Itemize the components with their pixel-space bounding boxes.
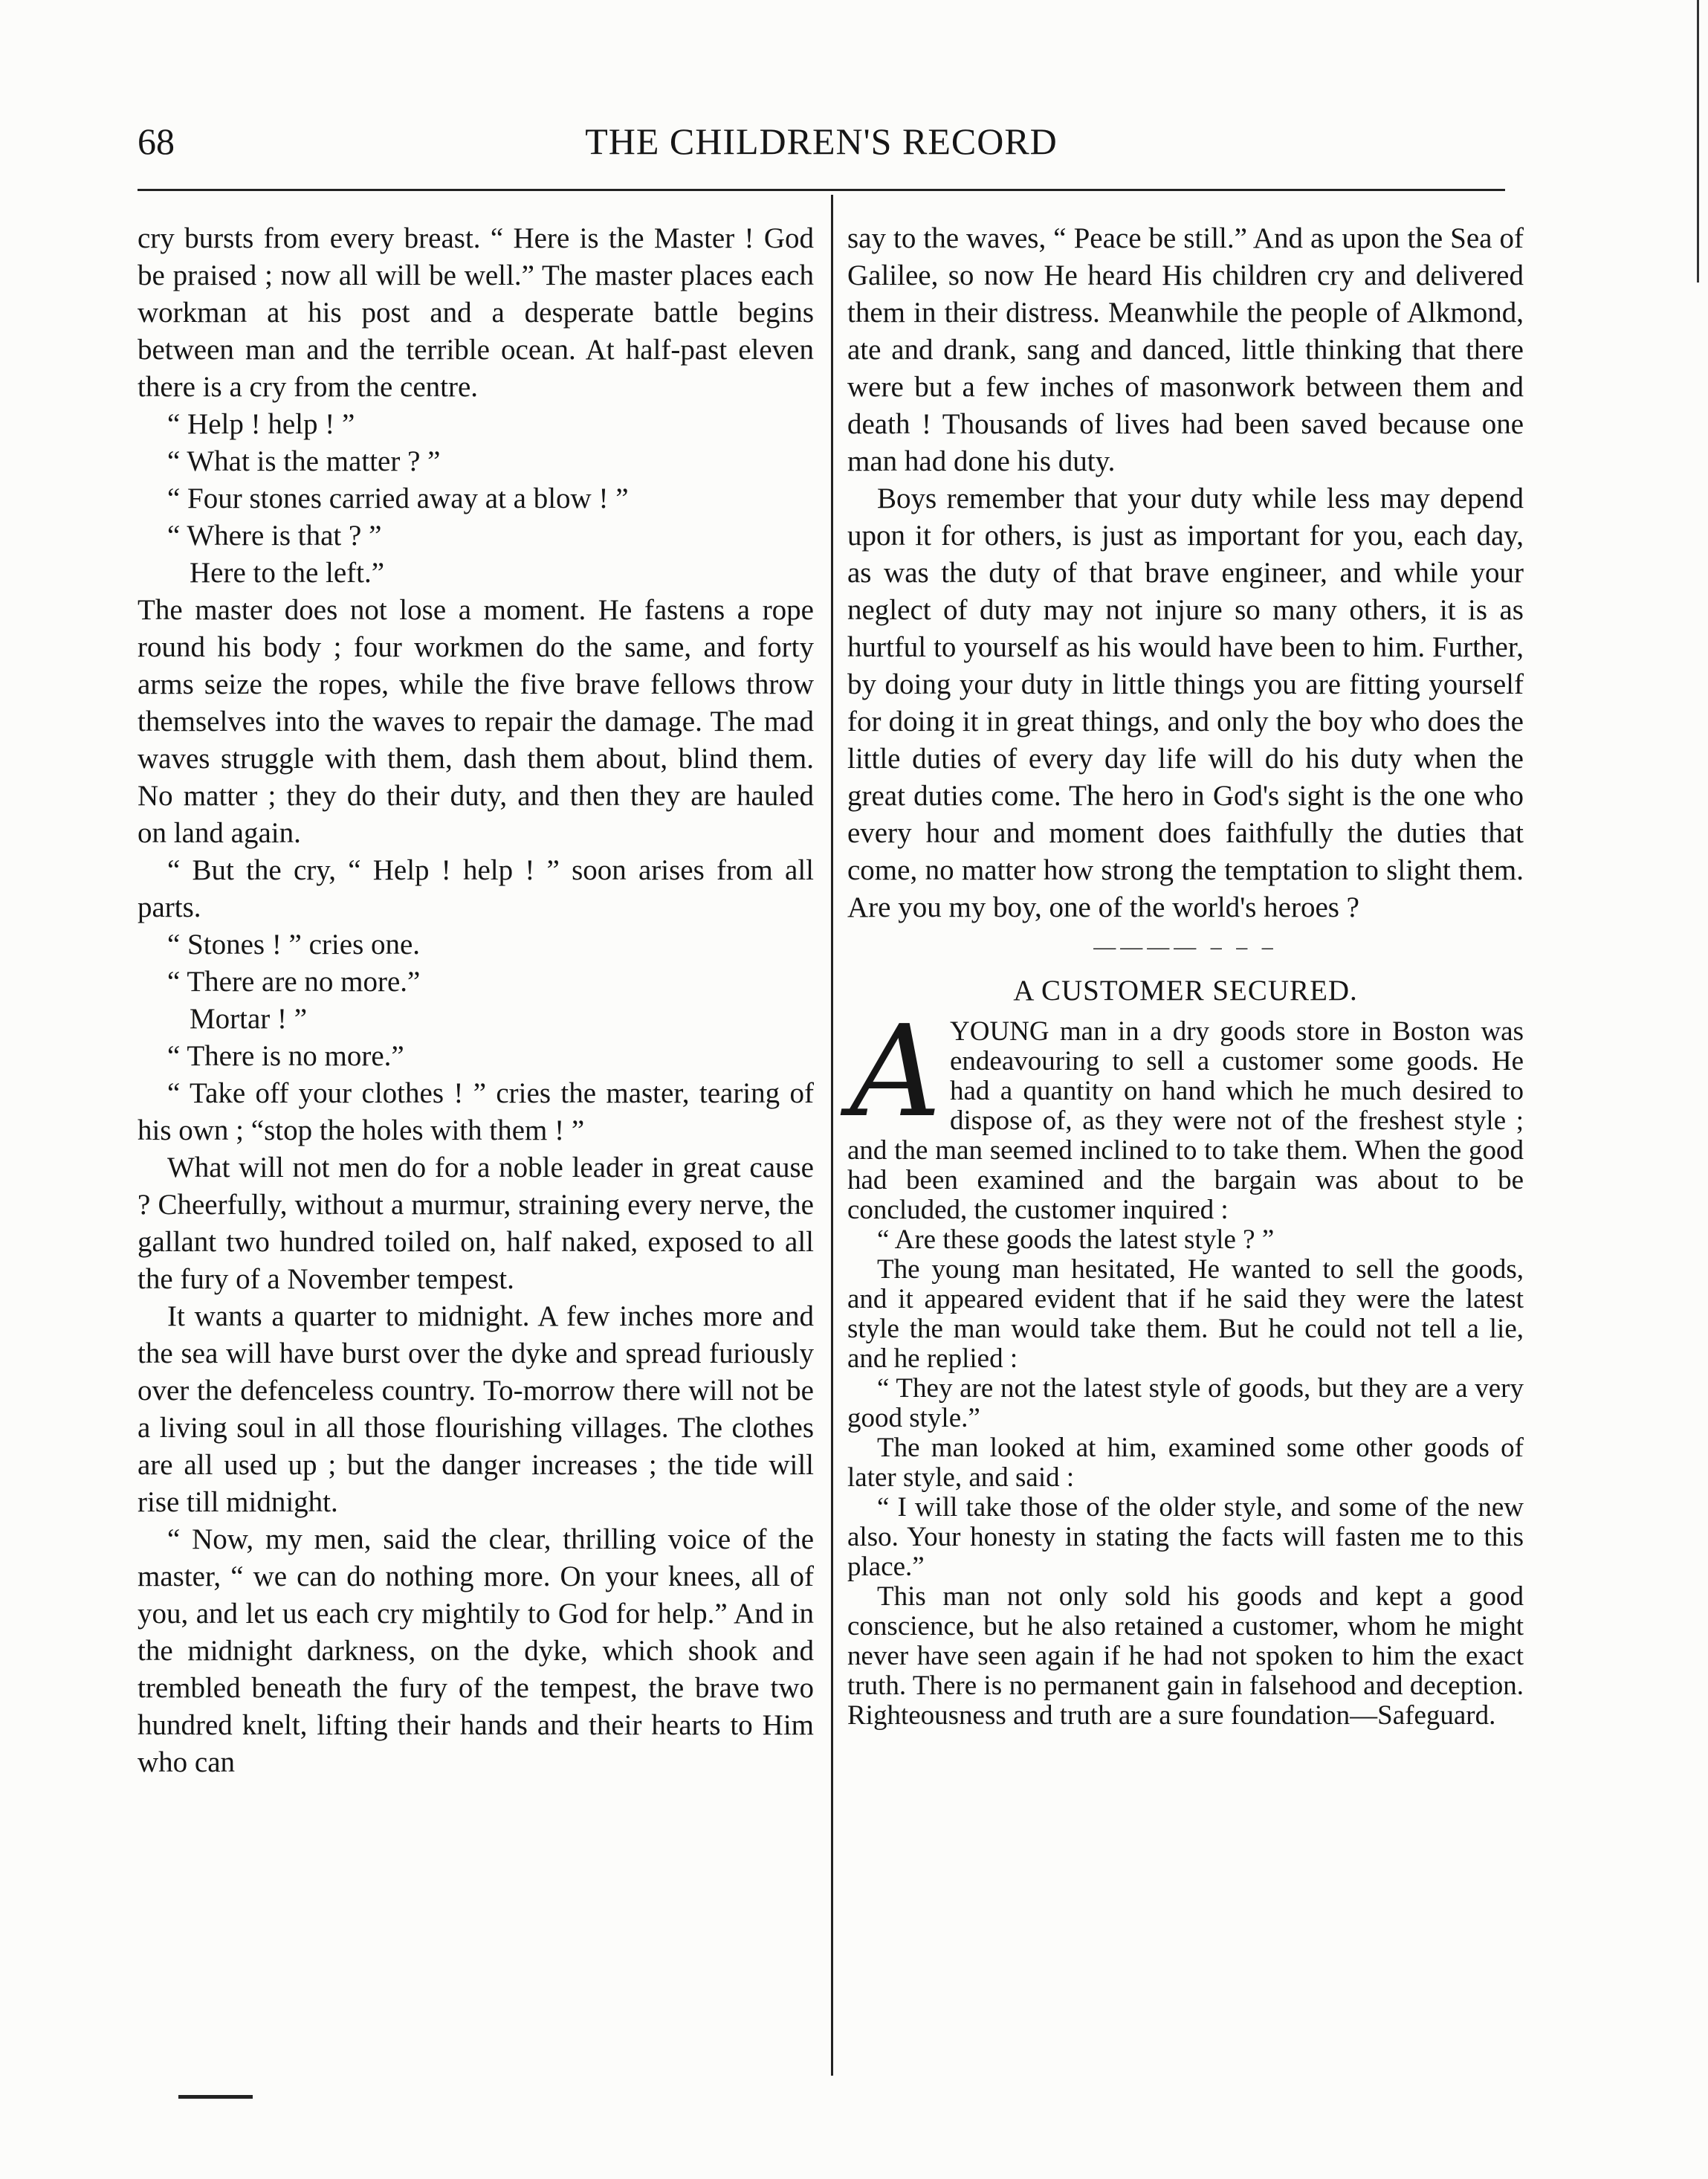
paragraph: “ Are these goods the latest style ? ” bbox=[877, 1224, 1275, 1255]
header-rule bbox=[138, 189, 1505, 191]
footer-mark bbox=[178, 2095, 253, 2099]
paragraph: “ I will take those of the older style, and some of the new also. Your honesty in stating the facts will fasten me to this place.” bbox=[847, 1492, 1524, 1582]
paragraph: “ Take off your clothes ! ” cries the master, tearing of his own ; “stop the holes with them ! ” bbox=[138, 1077, 814, 1146]
drop-cap: A bbox=[850, 998, 942, 1146]
paragraph: What will not men do for a noble leader in great cause ? Cheerfully, without a murmur, straining every nerve, the gallant two hundred toiled on, half naked, exposed to all the fury of a November tempest. bbox=[138, 1152, 814, 1295]
column-rule bbox=[831, 195, 833, 2076]
left-column bbox=[138, 220, 814, 1781]
page-edge-mark bbox=[1697, 0, 1699, 283]
paragraph: This man not only sold his goods and kept a good conscience, but he also retained a customer, whom he might never have seen again if he had not spoken to him the exact truth. There is no permanent gain in falsehood and deception. Righteousness and truth are a sure foundation—Safeguard. bbox=[847, 1581, 1524, 1731]
dialogue-line: “ There is no more.” bbox=[167, 1040, 404, 1072]
article-title: A CUSTOMER SECURED. bbox=[1013, 975, 1358, 1007]
dialogue-line: “ Help ! help ! ” bbox=[167, 408, 355, 440]
paragraph: “ They are not the latest style of goods, but they are a very good style.” bbox=[847, 1373, 1524, 1433]
dialogue-line: Here to the left.” bbox=[190, 557, 385, 589]
page-header bbox=[138, 119, 1505, 171]
running-title: THE CHILDREN'S RECORD bbox=[585, 120, 1058, 162]
article-body bbox=[847, 998, 1524, 1731]
paragraph: The master does not lose a moment. He fastens a rope round his body ; four workmen do the same, and forty arms seize the ropes, while the five brave fellows throw themselves into the waves to repair the damage. The mad waves struggle with them, dash them about, blind them. No matter ; they do their duty, and then they are hauled on land again. bbox=[138, 594, 814, 849]
paragraph: “ Now, my men, said the clear, thrilling voice of the master, “ we can do nothing more. On your knees, all of you, and let us each cry mightily to God for help.” And in the midnight darkness, on the dyke, which shook and trembled beneath the fury of the tempest, the brave two hundred knelt, lifting their hands and their hearts to Him who can bbox=[138, 1523, 814, 1778]
section-divider: ———— – – – bbox=[1093, 934, 1278, 959]
dialogue-line: “ There are no more.” bbox=[167, 966, 421, 998]
right-column bbox=[847, 220, 1524, 1731]
paragraph: Boys remember that your duty while less may depend upon it for others, is just as important for you, each day, as was the duty of that brave engineer, and while your neglect of duty may not injure so many others, it is as hurtful to yourself as his would have been to him. Further, by doing your duty in little things you are fitting yourself for doing it in great things, and only the boy who does the little duties of every day life will do his duty when the great duties come. The hero in God's sight is the one who every hour and moment does faithfully the duties that come, no matter how strong the temptation to slight them. Are you my boy, one of the world's heroes ? bbox=[847, 482, 1524, 923]
page-number: 68 bbox=[138, 120, 175, 162]
paragraph: YOUNG man in a dry goods store in Boston was endeavouring to sell a customer some goods. He had a quantity on hand which he much desired to dispose of, as they were not of the freshest style ; and the man seemed inclined to to take them. When the good had been examined and the bargain was about to be concluded, the customer inquired : bbox=[847, 1016, 1524, 1225]
paragraph: The man looked at him, examined some other goods of later style, and said : bbox=[847, 1433, 1524, 1493]
paragraph: The young man hesitated, He wanted to sell the goods, and it appeared evident that if he said they were the latest style the man would take them. But he could not tell a lie, and he replied : bbox=[847, 1254, 1524, 1374]
dialogue-line: “ What is the matter ? ” bbox=[167, 445, 441, 477]
dialogue-line: “ Stones ! ” cries one. bbox=[167, 929, 421, 961]
paragraph: say to the waves, “ Peace be still.” And as upon the Sea of Galilee, so now He heard His children cry and delivered them in their distress. Meanwhile the people of Alkmond, ate and drank, sang and danced, little thinking that there were but a few inches of masonwork between them and death ! Thousands of lives had been saved because one man had done his duty. bbox=[847, 222, 1524, 477]
paragraph: cry bursts from every breast. “ Here is the Master ! God be praised ; now all will be well.” The master places each workman at his post and a desperate battle begins between man and the terrible ocean. At half-past eleven there is a cry from the centre. bbox=[138, 222, 814, 403]
paragraph: “ But the cry, “ Help ! help ! ” soon arises from all parts. bbox=[138, 854, 814, 923]
paragraph: It wants a quarter to midnight. A few inches more and the sea will have burst over the dyke and spread furiously over the defenceless country. To-morrow there will not be a living soul in all those flourishing villages. The clothes are all used up ; but the danger increases ; the tide will rise till midnight. bbox=[138, 1300, 814, 1518]
dialogue-line: “ Four stones carried away at a blow ! ” bbox=[167, 482, 629, 514]
dialogue-line: “ Where is that ? ” bbox=[167, 520, 382, 552]
dialogue-line: Mortar ! ” bbox=[190, 1003, 308, 1035]
